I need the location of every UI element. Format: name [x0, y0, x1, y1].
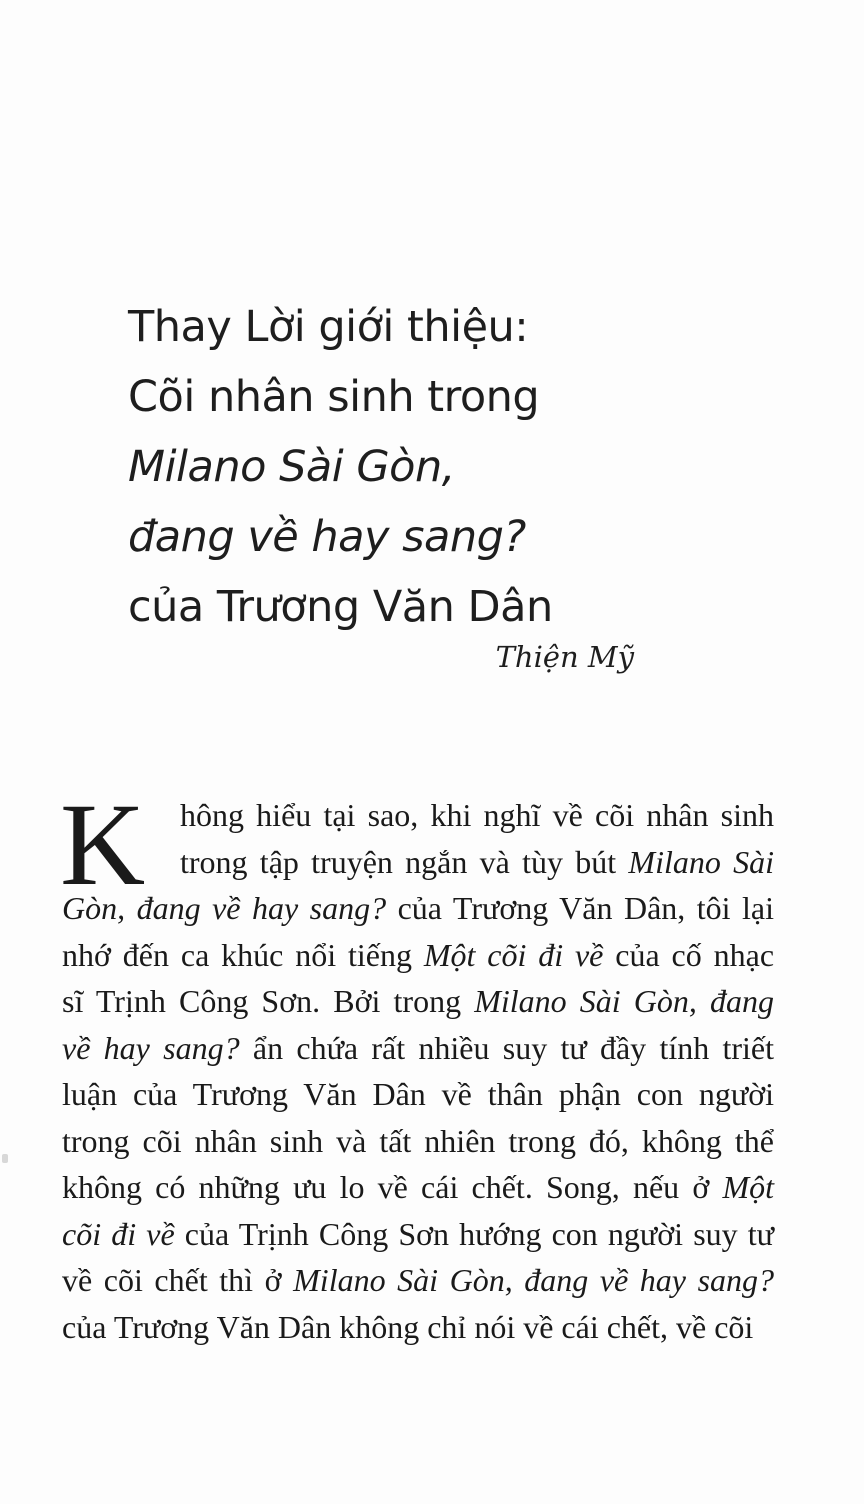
book-title-italic: Milano Sài	[628, 843, 775, 880]
heading-line-3: Milano Sài Gòn,	[128, 442, 455, 492]
heading-line-1: Thay Lời giới thiệu:	[128, 302, 529, 352]
book-title-italic: Gòn, đang về hay sang?	[62, 890, 387, 926]
body-text-segment: về cõi chết thì ở	[62, 1262, 282, 1298]
body-text-segment: không có những ưu lo về cái chết. Song, nếu ở	[62, 1169, 710, 1205]
book-title-italic: về hay sang?	[62, 1029, 240, 1066]
body-text-segment: của cố nhạc	[615, 936, 775, 973]
body-line-5	[62, 978, 774, 1025]
body-text-segment: của Trương Văn Dân không chỉ nói về cái chết, về cõi	[62, 1308, 754, 1345]
author-name: Thiện Mỹ	[495, 640, 634, 674]
body-text-segment: sĩ Trịnh Công Sơn. Bởi trong	[62, 983, 462, 1019]
body-text-segment: trong tập truyện ngắn và tùy bút	[180, 843, 617, 880]
body-line-9	[62, 1164, 774, 1211]
body-text-segment: nhớ đến ca khúc nổi tiếng	[62, 936, 412, 973]
heading-line-4: đang về hay sang?	[128, 512, 526, 562]
book-title-italic: Milano Sài Gòn, đang về hay sang?	[293, 1262, 775, 1298]
body-text-segment: trong cõi nhân sinh và tất nhiên trong đó, không thể	[62, 1122, 774, 1159]
body-line-2	[62, 839, 774, 886]
song-title-italic: Một	[722, 1169, 775, 1205]
body-line-8	[62, 1118, 774, 1165]
body-line-7	[62, 1071, 774, 1118]
drop-cap: K	[60, 779, 146, 910]
body-line-1	[62, 792, 774, 839]
body-text-segment: của Trịnh Công Sơn hướng con người suy tư	[184, 1215, 775, 1252]
body-line-12	[62, 1304, 774, 1351]
body-text-segment: của Trương Văn Dân, tôi lại	[397, 890, 774, 926]
body-text-segment: luận của Trương Văn Dân về thân phận con người	[62, 1076, 774, 1112]
body-line-10	[62, 1211, 774, 1258]
body-text-segment: hông hiểu tại sao, khi nghĩ về cõi nhân sinh	[180, 797, 774, 833]
body-line-4	[62, 932, 774, 979]
song-title-italic: Một cõi đi về	[423, 936, 604, 973]
body-line-6	[62, 1025, 774, 1072]
body-line-3	[62, 885, 774, 932]
song-title-italic: cõi đi về	[62, 1215, 175, 1252]
body-text-segment: ẩn chứa rất nhiều suy tư đầy tính triết	[252, 1029, 775, 1066]
heading-line-2: Cõi nhân sinh trong	[128, 372, 540, 422]
scan-speck	[2, 1154, 8, 1163]
chapter-heading	[128, 292, 768, 642]
body-paragraph	[60, 779, 775, 1350]
heading-line-5: của Trương Văn Dân	[128, 582, 553, 632]
book-title-italic: Milano Sài Gòn, đang	[474, 983, 775, 1019]
body-line-11	[62, 1257, 774, 1304]
